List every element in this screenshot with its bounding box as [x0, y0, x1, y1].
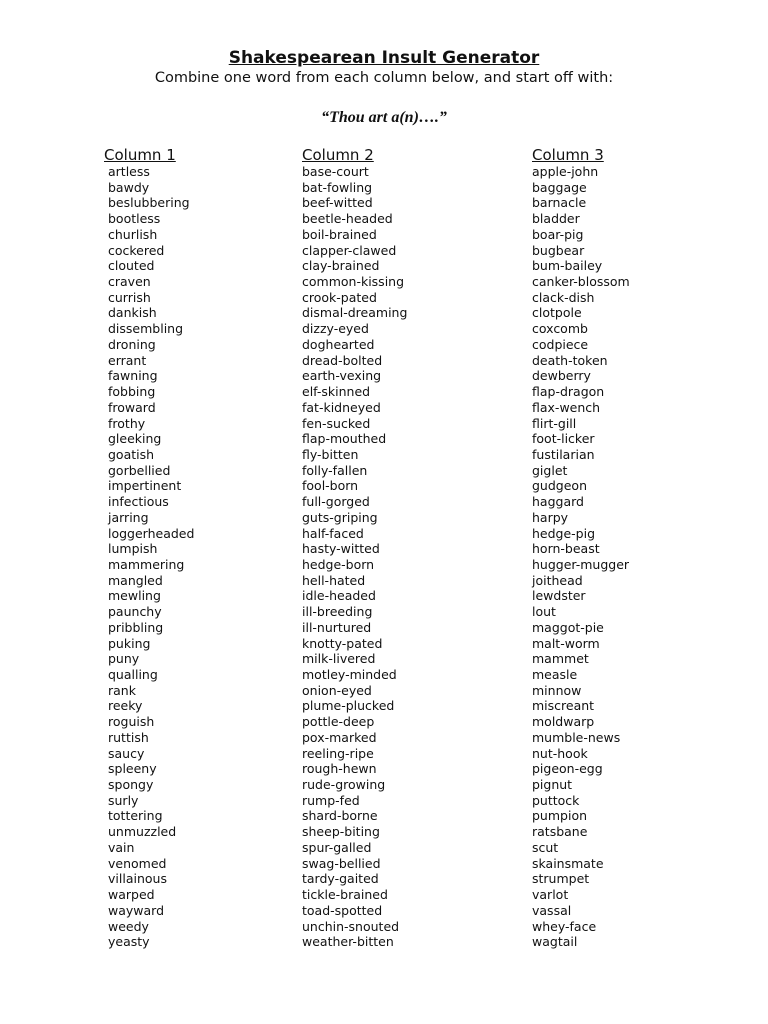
word-item: motley-minded [302, 667, 397, 682]
word-item: ruttish [108, 729, 149, 745]
word-item: pumpion [532, 808, 588, 824]
instructions-text: Combine one word from each column below, and start off with: [154, 70, 614, 86]
word-item: roguish [108, 714, 155, 730]
word-item: rank [108, 682, 136, 698]
word-item: bugbear [532, 242, 585, 258]
word-item: flap-mouthed [302, 431, 387, 447]
word-item: currish [108, 289, 151, 305]
word-item: lumpish [108, 541, 158, 557]
column-3-word-list [532, 164, 630, 950]
word-item: pignut [532, 777, 573, 793]
word-item: malt-worm [532, 635, 600, 651]
word-item: hedge-born [302, 556, 375, 572]
word-item: gleeking [108, 431, 162, 447]
word-item: boar-pig [532, 226, 584, 242]
word-item: dankish [108, 305, 157, 321]
word-item: minnow [532, 682, 582, 698]
word-item: bawdy [108, 179, 150, 195]
word-item: barnacle [532, 195, 587, 211]
word-item: wagtail [532, 934, 578, 950]
word-item: haggard [532, 494, 584, 510]
word-item: moldwarp [532, 714, 595, 730]
word-item: fool-born [302, 478, 359, 494]
word-item: churlish [108, 226, 158, 242]
word-item: paunchy [108, 604, 162, 620]
word-item: ratsbane [532, 824, 588, 840]
word-item: ill-breeding [302, 604, 373, 620]
word-item: boil-brained [302, 226, 377, 242]
word-item: dread-bolted [302, 352, 383, 368]
word-item: warped [108, 887, 155, 903]
word-item: toad-spotted [302, 902, 383, 918]
word-item: bat-fowling [302, 179, 373, 195]
word-item: scut [532, 839, 559, 855]
word-item: fly-bitten [302, 446, 359, 462]
word-item: weedy [108, 918, 149, 934]
word-item: dissembling [108, 321, 184, 337]
word-item: bladder [532, 211, 580, 227]
word-item: giglet [532, 462, 568, 478]
word-item: weather-bitten [302, 934, 394, 950]
word-item: clotpole [532, 305, 582, 321]
word-item: fat-kidneyed [302, 399, 381, 415]
word-item: milk-livered [302, 651, 376, 667]
word-item: puny [108, 651, 140, 667]
word-item: hell-hated [302, 572, 366, 588]
column-2-header: Column 2 [302, 146, 374, 164]
word-item: unmuzzled [108, 824, 177, 840]
word-item: mangled [108, 572, 163, 588]
word-item: beef-witted [302, 195, 373, 211]
column-3 [532, 146, 630, 950]
word-item: pottle-deep [302, 714, 375, 730]
word-item: qualling [108, 667, 158, 682]
word-item: flax-wench [532, 399, 601, 415]
word-item: fen-sucked [302, 415, 371, 431]
word-item: clouted [108, 258, 155, 274]
word-item: pribbling [108, 619, 164, 635]
word-item: clapper-clawed [302, 242, 397, 258]
word-item: dewberry [532, 368, 591, 384]
word-item: jarring [108, 509, 149, 525]
word-item: elf-skinned [302, 384, 371, 400]
word-item: beetle-headed [302, 211, 393, 227]
word-item: reeky [108, 698, 143, 714]
word-item: saucy [108, 745, 145, 761]
word-item: measle [532, 667, 578, 682]
word-item: infectious [108, 494, 169, 510]
word-item: mammet [532, 651, 589, 667]
word-item: folly-fallen [302, 462, 368, 478]
word-item: miscreant [532, 698, 595, 714]
column-1 [104, 146, 194, 950]
word-item: errant [108, 352, 147, 368]
word-item: harpy [532, 509, 569, 525]
word-item: rude-growing [302, 777, 386, 793]
word-item: dizzy-eyed [302, 321, 369, 337]
word-item: yeasty [108, 934, 150, 950]
word-item: mewling [108, 588, 161, 604]
word-item: unchin-snouted [302, 918, 400, 934]
word-item: apple-john [532, 164, 599, 179]
word-item: reeling-ripe [302, 745, 374, 761]
word-item: rump-fed [302, 792, 360, 808]
word-item: surly [108, 792, 139, 808]
word-item: impertinent [108, 478, 182, 494]
word-item: lewdster [532, 588, 586, 604]
word-item: fustilarian [532, 446, 595, 462]
word-item: clay-brained [302, 258, 380, 274]
word-item: vassal [532, 902, 572, 918]
word-item: gudgeon [532, 478, 587, 494]
word-item: maggot-pie [532, 619, 604, 635]
word-item: hasty-witted [302, 541, 380, 557]
column-1-header: Column 1 [104, 146, 176, 164]
word-item: crook-pated [302, 289, 377, 305]
word-item: vain [108, 839, 135, 855]
word-item: sheep-biting [302, 824, 380, 840]
word-item: pox-marked [302, 729, 377, 745]
word-item: strumpet [532, 871, 590, 887]
word-item: idle-headed [302, 588, 376, 604]
word-item: horn-beast [532, 541, 600, 557]
word-item: varlot [532, 887, 569, 903]
word-item: wayward [108, 902, 165, 918]
opener-phrase: “Thou art a(n)….” [321, 109, 447, 126]
word-item: artless [108, 164, 150, 179]
word-item: spur-galled [302, 839, 372, 855]
word-item: knotty-pated [302, 635, 383, 651]
word-item: spleeny [108, 761, 157, 777]
word-item: tardy-gaited [302, 871, 379, 887]
word-item: cockered [108, 242, 165, 258]
word-item: droning [108, 336, 156, 352]
word-item: nut-hook [532, 745, 588, 761]
word-item: puttock [532, 792, 580, 808]
word-item: base-court [302, 164, 369, 179]
word-item: baggage [532, 179, 587, 195]
word-item: codpiece [532, 336, 589, 352]
word-item: pigeon-egg [532, 761, 603, 777]
word-item: bootless [108, 211, 161, 227]
word-item: earth-vexing [302, 368, 382, 384]
word-item: coxcomb [532, 321, 588, 337]
word-item: tottering [108, 808, 163, 824]
word-item: puking [108, 635, 151, 651]
word-item: clack-dish [532, 289, 595, 305]
word-item: loggerheaded [108, 525, 195, 541]
word-item: spongy [108, 777, 154, 793]
word-item: half-faced [302, 525, 364, 541]
word-item: dismal-dreaming [302, 305, 408, 321]
word-item: lout [532, 604, 556, 620]
word-item: goatish [108, 446, 155, 462]
word-item: guts-griping [302, 509, 378, 525]
word-item: beslubbering [108, 195, 190, 211]
word-item: bum-bailey [532, 258, 603, 274]
word-item: froward [108, 399, 156, 415]
column-3-header: Column 3 [532, 146, 604, 164]
word-item: hedge-pig [532, 525, 596, 541]
word-item: death-token [532, 352, 608, 368]
word-item: villainous [108, 871, 167, 887]
word-item: joithead [532, 572, 583, 588]
word-item: onion-eyed [302, 682, 372, 698]
word-item: ill-nurtured [302, 619, 372, 635]
column-2-word-list [302, 164, 407, 950]
word-item: fobbing [108, 384, 156, 400]
word-item: rough-hewn [302, 761, 377, 777]
word-item: tickle-brained [302, 887, 388, 903]
word-item: mumble-news [532, 729, 621, 745]
word-item: foot-licker [532, 431, 595, 447]
word-item: craven [108, 274, 151, 290]
document-title: Shakespearean Insult Generator [228, 48, 540, 68]
word-item: plume-plucked [302, 698, 395, 714]
word-item: swag-bellied [302, 855, 381, 871]
word-item: gorbellied [108, 462, 171, 478]
word-item: flap-dragon [532, 384, 605, 400]
column-1-word-list [104, 164, 194, 950]
word-item: doghearted [302, 336, 375, 352]
word-item: frothy [108, 415, 146, 431]
column-2 [302, 146, 407, 950]
word-item: hugger-mugger [532, 556, 630, 572]
word-item: mammering [108, 556, 185, 572]
word-item: canker-blossom [532, 274, 630, 290]
word-item: shard-borne [302, 808, 378, 824]
word-item: fawning [108, 368, 158, 384]
word-item: whey-face [532, 918, 597, 934]
word-item: venomed [108, 855, 167, 871]
word-item: full-gorged [302, 494, 370, 510]
word-item: skainsmate [532, 855, 604, 871]
word-item: flirt-gill [532, 415, 577, 431]
word-item: common-kissing [302, 274, 405, 290]
